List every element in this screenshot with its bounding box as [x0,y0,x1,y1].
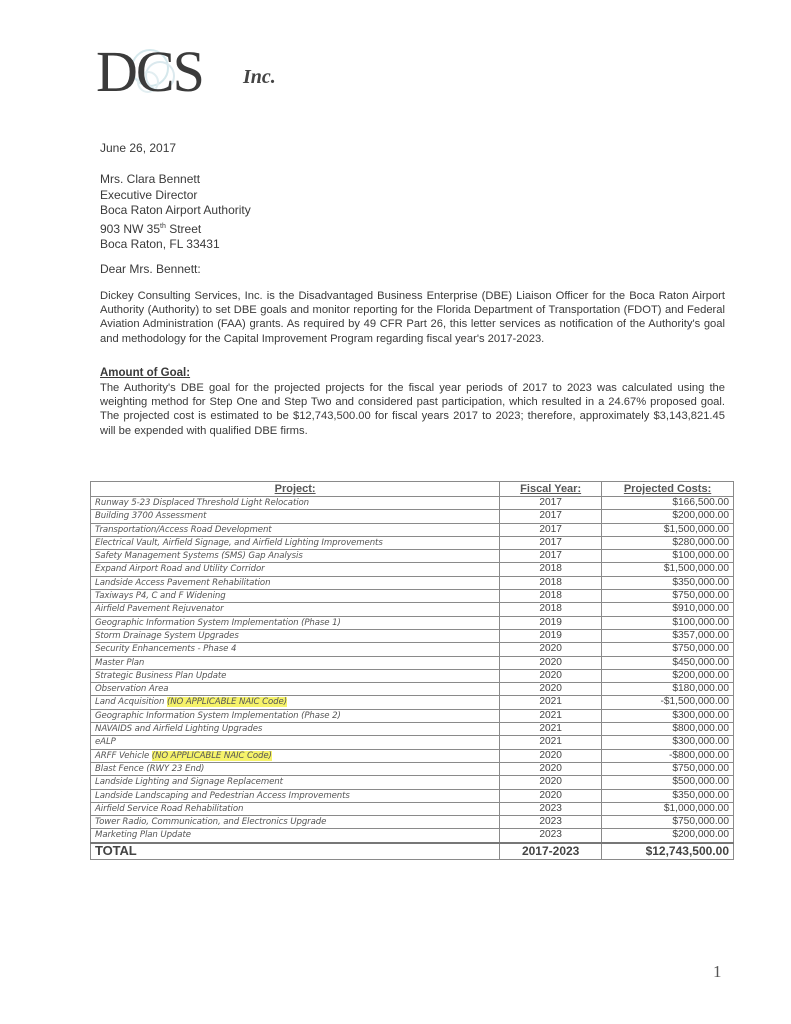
projected-cost: $357,000.00 [602,629,734,642]
project-title: Tower Radio, Communication, and Electronics Upgrade [95,817,327,828]
project-title: Blast Fence (RWY 23 End) [95,763,205,774]
project-name [91,603,500,616]
projected-cost: $300,000.00 [602,736,734,749]
table-row [91,736,734,749]
project-name [91,563,500,576]
projected-cost: $500,000.00 [602,776,734,789]
project-title: Airfield Pavement Rejuvenator [95,604,224,615]
project-name [91,736,500,749]
table-row [91,563,734,576]
projects-table [90,481,734,860]
project-name [91,816,500,829]
table-row [91,536,734,549]
naic-note-highlight: (NO APPLICABLE NAIC Code) [166,697,287,708]
project-name [91,776,500,789]
project-title: Master Plan [95,657,145,668]
project-name [91,762,500,775]
project-name [91,709,500,722]
projected-cost: $280,000.00 [602,536,734,549]
table-row [91,603,734,616]
table-row [91,709,734,722]
project-title: Security Enhancements - Phase 4 [95,644,237,655]
page-number: 1 [713,962,722,981]
table-row [91,629,734,642]
fiscal-year: 2020 [500,683,602,696]
project-name [91,550,500,563]
naic-note-highlight: (NO APPLICABLE NAIC Code) [151,750,272,761]
project-title: Transportation/Access Road Development [95,524,272,535]
project-title: Marketing Plan Update [95,830,191,841]
project-name [91,656,500,669]
table-row [91,523,734,536]
table-row [91,576,734,589]
project-title: Geographic Information System Implementation (Phase 2) [95,710,341,721]
fiscal-year: 2020 [500,776,602,789]
table-row [91,776,734,789]
fiscal-year: 2023 [500,829,602,843]
project-title: Strategic Business Plan Update [95,670,227,681]
street-name: Street [165,221,202,236]
table-total-row [91,843,734,860]
projected-cost: $800,000.00 [602,723,734,736]
fiscal-year: 2019 [500,629,602,642]
projected-cost: $910,000.00 [602,603,734,616]
project-title: Geographic Information System Implementation (Phase 1) [95,617,341,628]
project-name [91,683,500,696]
fiscal-year: 2018 [500,590,602,603]
logo-wordmark: DCS [96,39,203,104]
total-cost: $12,743,500.00 [602,843,734,860]
project-title: Runway 5-23 Displaced Threshold Light Relocation [95,498,310,508]
table-row [91,802,734,815]
table-row [91,749,734,762]
project-title: Safety Management Systems (SMS) Gap Analysis [95,551,303,562]
header-fiscal-year: Fiscal Year: [500,482,602,497]
total-year-range: 2017-2023 [500,843,602,860]
recipient-city: Boca Raton, FL 33431 [100,237,220,252]
project-title: Land Acquisition [95,697,167,708]
fiscal-year: 2021 [500,723,602,736]
project-title: NAVAIDS and Airfield Lighting Upgrades [95,724,263,735]
project-title: Expand Airport Road and Utility Corridor [95,564,265,575]
project-name [91,536,500,549]
fiscal-year: 2020 [500,762,602,775]
table-row [91,590,734,603]
project-name [91,669,500,682]
project-title: Landside Lighting and Signage Replacement [95,777,283,788]
project-title: Electrical Vault, Airfield Signage, and Airfield Lighting Improvements [95,537,383,548]
projected-cost: $166,500.00 [602,497,734,510]
street-ordinal: th [160,222,166,230]
fiscal-year: 2017 [500,550,602,563]
projected-cost: $180,000.00 [602,683,734,696]
projected-cost: $750,000.00 [602,816,734,829]
project-name [91,510,500,523]
projected-cost: $350,000.00 [602,576,734,589]
logo-suffix: Inc. [243,66,276,88]
projected-cost: $200,000.00 [602,510,734,523]
project-title: Taxiways P4, C and F Widening [95,591,226,602]
projected-cost: $1,500,000.00 [602,523,734,536]
table-row [91,829,734,843]
table-row [91,550,734,563]
project-name [91,802,500,815]
table-row [91,696,734,709]
project-name [91,723,500,736]
recipient-organization: Boca Raton Airport Authority [100,203,251,218]
recipient-title: Executive Director [100,187,198,202]
table-row [91,789,734,802]
fiscal-year: 2020 [500,656,602,669]
table-row [91,497,734,510]
project-name [91,523,500,536]
project-name [91,590,500,603]
fiscal-year: 2023 [500,802,602,815]
fiscal-year: 2020 [500,789,602,802]
table-row [91,762,734,775]
recipient-address [100,172,251,253]
projected-cost: $300,000.00 [602,709,734,722]
fiscal-year: 2020 [500,669,602,682]
fiscal-year: 2020 [500,749,602,762]
project-title: eALP [95,737,116,748]
project-name [91,829,500,843]
table-row [91,683,734,696]
recipient-name: Mrs. Clara Bennett [100,172,201,186]
total-label: TOTAL [91,843,500,860]
fiscal-year: 2019 [500,616,602,629]
goal-heading: Amount of Goal: [100,367,191,379]
recipient-street [100,219,251,238]
table-row [91,669,734,682]
projected-cost: $200,000.00 [602,829,734,843]
project-title: Observation Area [95,684,169,695]
fiscal-year: 2021 [500,736,602,749]
table-row [91,643,734,656]
projected-cost: $350,000.00 [602,789,734,802]
projected-cost: $1,000,000.00 [602,802,734,815]
projected-cost: $750,000.00 [602,643,734,656]
fiscal-year: 2017 [500,536,602,549]
fiscal-year: 2021 [500,696,602,709]
projected-cost: $450,000.00 [602,656,734,669]
fiscal-year: 2017 [500,523,602,536]
project-name [91,629,500,642]
project-name [91,576,500,589]
letter-date: June 26, 2017 [100,141,177,155]
projected-cost: -$1,500,000.00 [602,696,734,709]
fiscal-year: 2017 [500,497,602,510]
project-title: ARFF Vehicle [95,750,152,761]
projected-cost: $1,500,000.00 [602,563,734,576]
fiscal-year: 2021 [500,709,602,722]
projected-cost: $200,000.00 [602,669,734,682]
projected-cost: $100,000.00 [602,550,734,563]
intro-paragraph: Dickey Consulting Services, Inc. is the Disadvantaged Business Enterprise (DBE) Liaison Officer for the Boca Raton Airport Authority (Authority) to set DBE goals and monitor reporting for the Florida Department of Transportation (FDOT) and Federal Aviation Administration (FAA) grants. As required by 49 CFR Part 26, this letter services as notification of the Authority's goal and methodology for the Capital Improvement Program regarding fiscal year's 2017-2023. [100,290,725,345]
goal-paragraph: The Authority's DBE goal for the projected projects for the fiscal year periods of 2017 to 2023 was calculated using the weighting method for Step One and Step Two and considered past participation, which resulted in a 24.67% proposed goal. The projected cost is estimated to be $12,743,500.00 for fiscal years 2017 to 2023; therefore, approximately $3,143,821.45 will be expended with qualified DBE firms. [100,382,725,437]
project-name [91,616,500,629]
salutation: Dear Mrs. Bennett: [100,262,201,276]
projected-cost: -$800,000.00 [602,749,734,762]
project-title: Storm Drainage System Upgrades [95,630,239,641]
table-row [91,723,734,736]
project-name [91,789,500,802]
table-row [91,656,734,669]
fiscal-year: 2018 [500,563,602,576]
table-row [91,510,734,523]
fiscal-year: 2018 [500,576,602,589]
fiscal-year: 2023 [500,816,602,829]
table-header-row [91,482,734,497]
projected-cost: $750,000.00 [602,762,734,775]
table-row [91,816,734,829]
projected-cost: $750,000.00 [602,590,734,603]
project-title: Landside Access Pavement Rehabilitation [95,577,271,588]
fiscal-year: 2017 [500,510,602,523]
projected-cost: $100,000.00 [602,616,734,629]
header-projected-costs: Projected Costs: [602,482,734,497]
project-name [91,749,500,762]
project-name [91,696,500,709]
table-row [91,616,734,629]
project-title: Landside Landscaping and Pedestrian Access Improvements [95,790,350,801]
fiscal-year: 2020 [500,643,602,656]
fiscal-year: 2018 [500,603,602,616]
project-name [91,497,500,510]
project-name [91,643,500,656]
project-title: Airfield Service Road Rehabilitation [95,803,244,814]
project-title: Building 3700 Assessment [95,511,207,522]
header-project: Project: [91,482,500,497]
street-number: 903 NW 35 [100,221,161,236]
